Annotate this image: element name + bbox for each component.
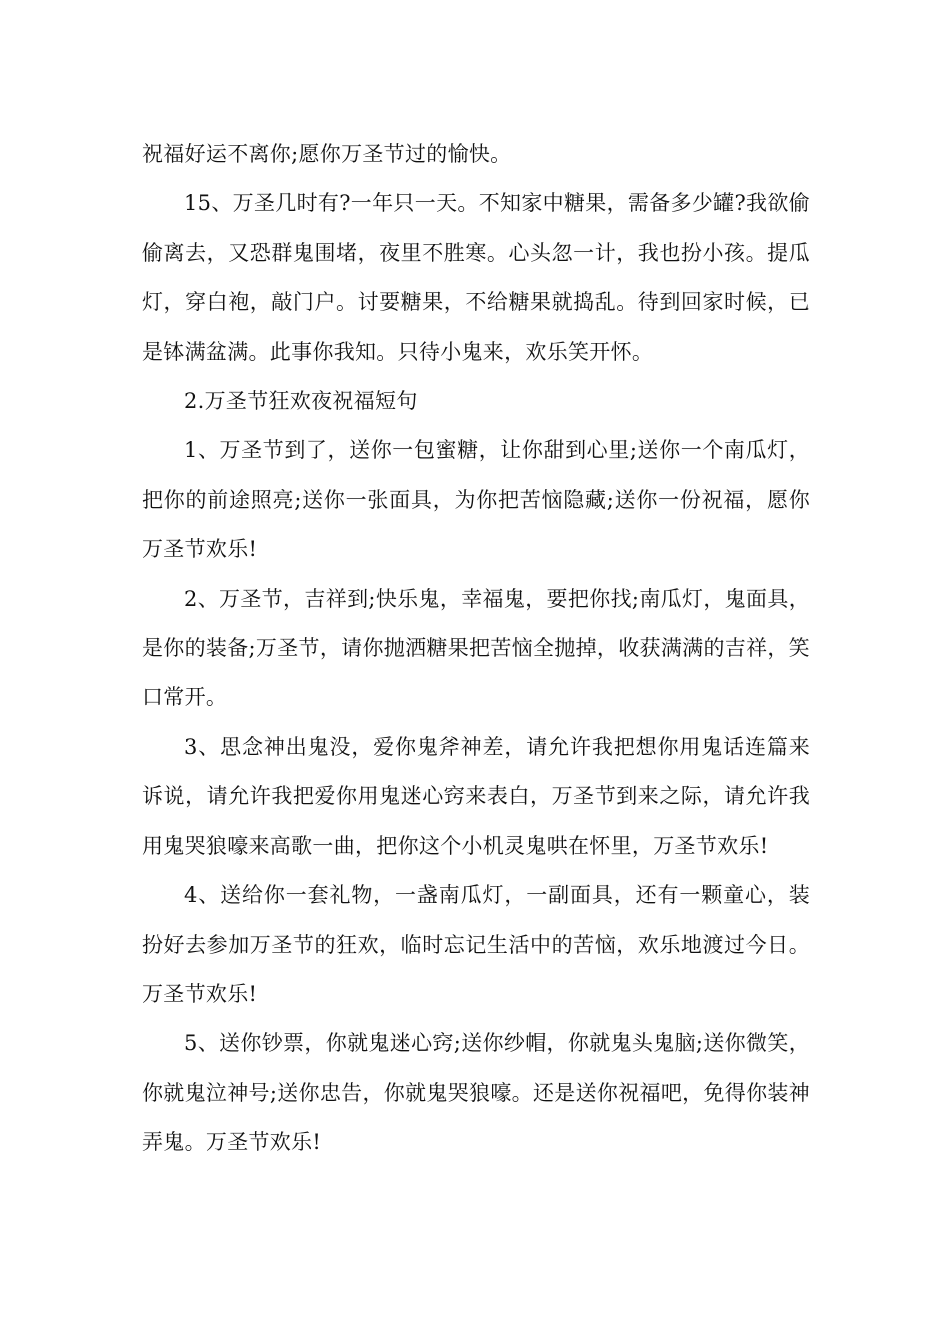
document-page bbox=[142, 130, 810, 1168]
paragraph-continuation: 祝福好运不离你;愿你万圣节过的愉快。 bbox=[142, 142, 512, 166]
paragraph-wish-1: 1、万圣节到了，送你一包蜜糖，让你甜到心里;送你一个南瓜灯，把你的前途照亮;送你一张面具，为你把苦恼隐藏;送你一份祝福，愿你万圣节欢乐! bbox=[142, 438, 810, 562]
paragraph-wish-5: 5、送你钞票，你就鬼迷心窍;送你纱帽，你就鬼头鬼脑;送你微笑，你就鬼泣神号;送你忠告，你就鬼哭狼嚎。还是送你祝福吧，免得你装神弄鬼。万圣节欢乐! bbox=[142, 1031, 810, 1155]
paragraph-wish-4: 4、送给你一套礼物，一盏南瓜灯，一副面具，还有一颗童心，装扮好去参加万圣节的狂欢，临时忘记生活中的苦恼，欢乐地渡过今日。万圣节欢乐! bbox=[142, 883, 810, 1006]
section-heading: 2.万圣节狂欢夜祝福短句 bbox=[184, 389, 418, 414]
paragraph-wish-15: 15、万圣几时有?一年只一天。不知家中糖果，需备多少罐?我欲偷偷离去，又恐群鬼围堵，夜里不胜寒。心头忽一计，我也扮小孩。提瓜灯，穿白袍，敲门户。讨要糖果，不给糖果就捣乱。待到回家时候，已是钵满盆满。此事你我知。只待小鬼来，欢乐笑开怀。 bbox=[142, 191, 810, 364]
paragraph-wish-3: 3、思念神出鬼没，爱你鬼斧神差，请允许我把想你用鬼话连篇来诉说，请允许我把爱你用鬼迷心窍来表白，万圣节到来之际，请允许我用鬼哭狼嚎来高歌一曲，把你这个小机灵鬼哄在怀里，万圣节欢乐! bbox=[142, 734, 810, 858]
paragraph-wish-2: 2、万圣节，吉祥到;快乐鬼，幸福鬼，要把你找;南瓜灯，鬼面具，是你的装备;万圣节，请你抛洒糖果把苦恼全抛掉，收获满满的吉祥，笑口常开。 bbox=[142, 586, 810, 710]
